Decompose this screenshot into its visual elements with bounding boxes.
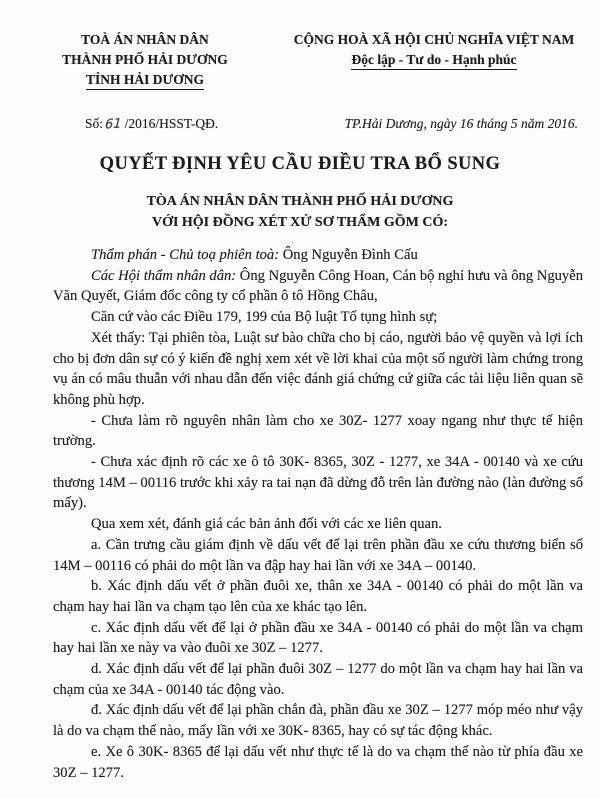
unresolved-item-1: - Chưa làm rõ nguyên nhân làm cho xe 30Z- 1277 xoay ngang như thực tế hiện trường. — [53, 412, 583, 450]
court-name-line-2: THÀNH PHỐ HẢI DƯƠNG — [62, 52, 228, 67]
national-motto-line — [276, 50, 592, 70]
court-name-line-1: TOÀ ÁN NHÂN DÂN — [81, 32, 209, 47]
document-number-handwritten: 61 — [104, 116, 123, 133]
judge-line — [53, 245, 583, 266]
lay-assessors-names: Ông Nguyễn Công Hoan, Cán bộ nghỉ hưu và ông Nguyễn Văn Quyết, Giám đốc công ty cổ phần ô tô Hồng Châu, — [53, 267, 583, 305]
court-province-underlined: TỈNH HẢI DƯƠNG — [86, 71, 204, 90]
issuing-court-block — [0, 30, 276, 90]
national-title-line: CỘNG HOÀ XÃ HỘI CHỦ NGHĨA VIỆT NAM — [293, 32, 575, 47]
national-header-block — [276, 30, 600, 70]
legal-basis-line: Căn cứ vào các Điều 179, 199 của Bộ luật Tố tụng hình sự; — [91, 309, 438, 326]
lay-assessors-label: Các Hội thẩm nhân dân: — [91, 267, 237, 284]
document-number — [85, 116, 218, 132]
national-motto-underlined: Độc lập - Tư do - Hạnh phúc — [351, 51, 516, 70]
document-number-suffix: /2016/HSST-QĐ. — [124, 116, 219, 131]
request-item-e: e. Xe ô 30K- 8365 để lại dấu vết như thực tế là do va chạm thế nào từ phía đầu xe 30Z – 1277. — [53, 743, 583, 781]
document-header — [0, 30, 600, 90]
request-item-a: a. Cần trưng cầu giám định về dấu vết để lại trên phần đầu xe cứu thương biển số 14M – 00116 có phải do một lần va đập hay hai lần với xe 34A – 00140. — [53, 536, 583, 574]
document-subtitle — [0, 191, 600, 233]
request-item-b: b. Xác định dấu vết ở phần đuôi xe, thân xe 34A - 00140 có phải do một lần va chạm hay hai lần va chạm tạo lên của xe khác tạo lên. — [53, 578, 583, 615]
judge-name: Ông Nguyễn Đình Cấu — [279, 247, 418, 263]
request-item-c: c. Xác định dấu vết để lại ở phần đầu xe 34A - 00140 có phải do một lần va chạm hay hai lần xe này va vào đuôi xe 30Z – 1277. — [53, 619, 583, 657]
photo-review-line: Qua xem xét, đánh giá các bản ảnh đối với các xe liên quan. — [91, 516, 442, 533]
subtitle-panel-line: VỚI HỘI ĐỒNG XÉT XỬ SƠ THẨM GỒM CÓ: — [151, 215, 449, 230]
court-name-line-3 — [14, 70, 276, 90]
meta-row — [0, 116, 600, 132]
document-date: TP.Hải Dương, ngày 16 tháng 5 năm 2016. — [344, 116, 578, 131]
document-title: QUYẾT ĐỊNH YÊU CẦU ĐIỀU TRA BỔ SUNG — [99, 154, 501, 174]
unresolved-item-2: - Chưa xác định rõ các xe ô tô 30K- 8365, 30Z - 1277, xe 34A - 00140 và xe cứu thương 14M – 00116 trước khi xảy ra tai nạn đã dừng đỗ trên làn đường nào (làn đường số mấy). — [53, 454, 583, 512]
subtitle-court-line: TÒA ÁN NHÂN DÂN THÀNH PHỐ HẢI DƯƠNG — [146, 194, 454, 209]
judge-role-label: Thẩm phán - Chủ toạ phiên toà: — [91, 247, 280, 263]
document-body — [53, 245, 583, 783]
findings-paragraph: Xét thấy: Tại phiên tòa, Luật sư bào chữa cho bị cáo, người bảo vệ quyền và lợi ích cho bị đơn dân sự có ý kiến đề nghị xem xét về lời khai của một số người làm chứng trong vụ án có mâu thuẫn với nhau dẫn đến việc đánh giá chứng cứ giữa các tài liệu liên quan sẽ không phù hợp. — [53, 329, 583, 408]
lay-assessors-line — [53, 266, 583, 307]
request-item-dd: đ. Xác định dấu vết để lại phần chắn đà, phần đầu xe 30Z – 1277 móp méo như vậy là do va chạm thế nào, mấy lần với xe 30K- 8365, hay có sự tác động khác. — [53, 702, 583, 740]
request-item-d: d. Xác định dấu vết để lại phần đuôi 30Z – 1277 do một lần va chạm hay hai lần va chạm của xe 34A - 00140 tác động vào. — [53, 661, 583, 698]
document-number-prefix: Số: — [85, 116, 104, 131]
